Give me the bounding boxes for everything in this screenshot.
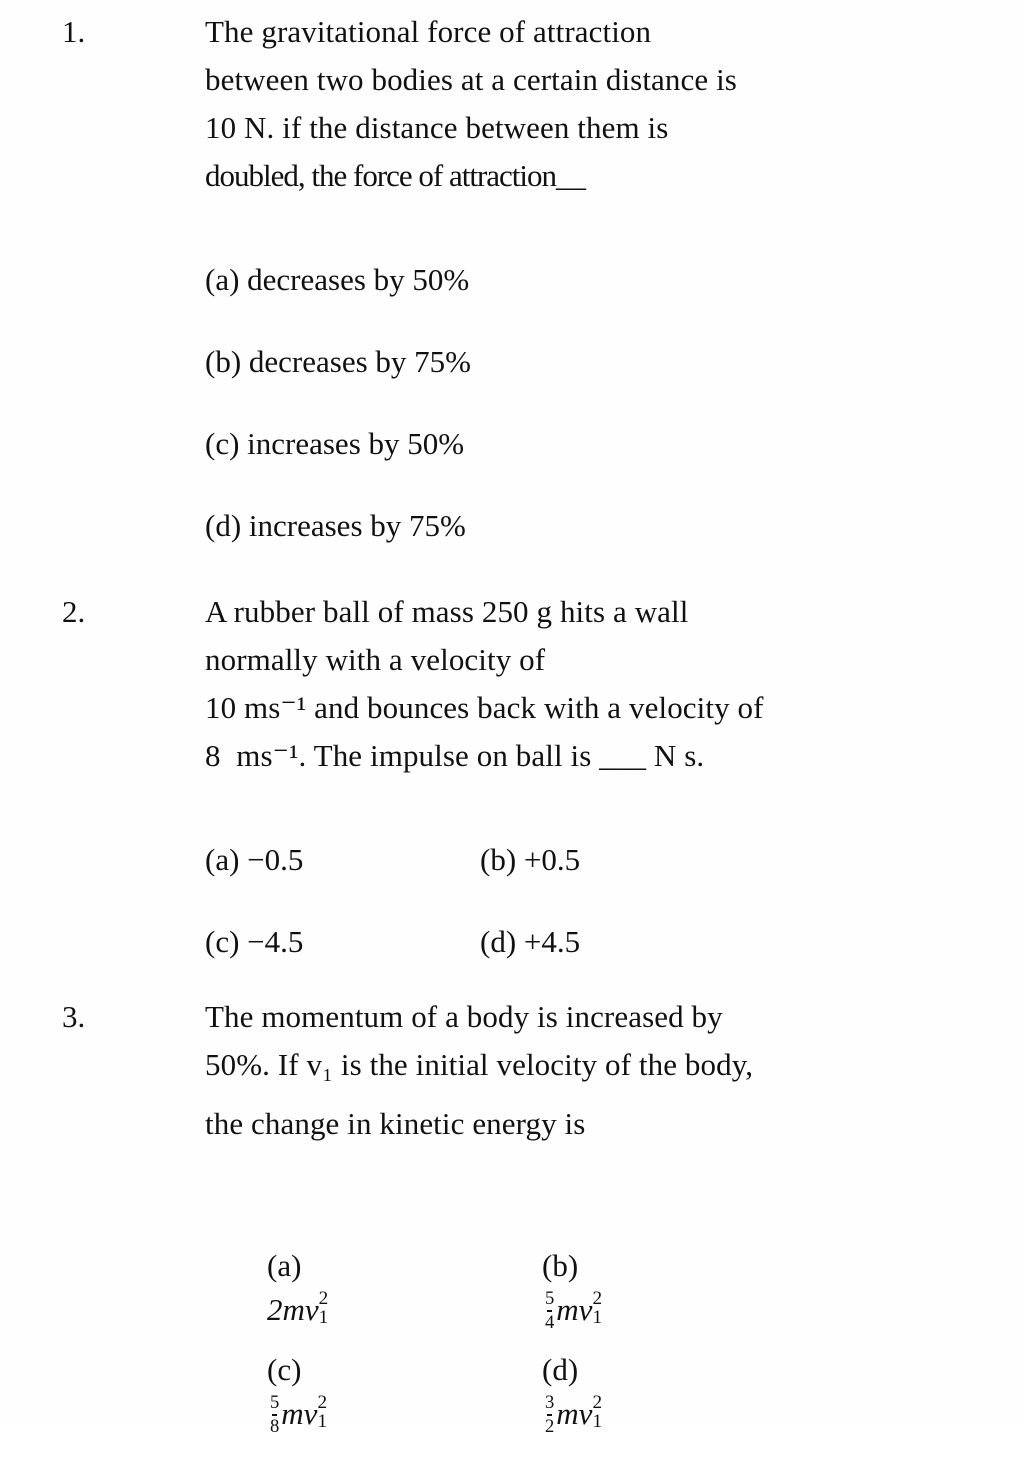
option-3b-expression: $\frac{5}{4}$ mv 2 1: [542, 1292, 612, 1327]
option-3b-label: (b): [542, 1248, 579, 1283]
option-3c[interactable]: [205, 1304, 337, 1480]
option-3d[interactable]: [480, 1304, 612, 1480]
option-row: [205, 920, 985, 1002]
option-2c-label: (c): [205, 924, 240, 959]
option-2c-text: −4.5: [247, 924, 304, 959]
question-3-stem-line: The momentum of a body is increased by: [205, 999, 723, 1034]
option-1b[interactable]: [205, 340, 471, 384]
fraction-5-8: $\frac{5}{8}$: [270, 1392, 280, 1437]
option-1c-label: (c): [205, 426, 240, 461]
option-row: [205, 838, 985, 920]
fraction-5-4: $\frac{5}{4}$: [545, 1288, 555, 1333]
question-2-number: 2.: [62, 594, 86, 629]
option-2b-text: +0.5: [523, 842, 581, 877]
question-3-stem-line: 50%. If v₁ is the initial velocity of the body,: [205, 1047, 754, 1082]
option-row: [205, 1304, 985, 1437]
option-2c[interactable]: [205, 920, 303, 964]
option-1c[interactable]: [205, 422, 464, 466]
option-row: [205, 422, 985, 504]
option-3c-expression: $\frac{5}{8}$ mv 2 1: [267, 1396, 337, 1431]
fraction-3-2: $\frac{3}{2}$: [545, 1392, 555, 1437]
option-2b[interactable]: [480, 838, 580, 882]
option-1d[interactable]: [205, 504, 466, 548]
question-3-stem: [205, 993, 1005, 1159]
option-1d-text: increases by 75%: [248, 508, 466, 543]
option-row: [205, 1200, 985, 1333]
option-row: [205, 258, 985, 340]
question-1-stem: [205, 8, 1005, 200]
question-1-stem-line: doubled, the force of attraction__: [205, 158, 586, 193]
option-3a-expression: 2mv 2 1: [267, 1292, 338, 1327]
question-3-number: 3.: [62, 999, 86, 1034]
option-1a[interactable]: [205, 258, 469, 302]
option-3d-expression: $\frac{3}{2}$ mv 2 1: [542, 1396, 612, 1431]
question-2-stem-line: 8 ms⁻¹. The impulse on ball is ___ N s.: [205, 738, 705, 773]
v-sub-sup-indices: 2 1: [592, 1288, 603, 1328]
option-1c-text: increases by 50%: [247, 426, 465, 461]
option-2d-label: (d): [480, 924, 517, 959]
option-2a-label: (a): [205, 842, 240, 877]
question-2-stem: [205, 588, 1005, 780]
question-2-stem-line: 10 ms⁻¹ and bounces back with a velocity of: [205, 690, 764, 725]
option-1a-text: decreases by 50%: [247, 262, 470, 297]
option-3c-label: (c): [267, 1352, 302, 1387]
option-1b-text: decreases by 75%: [248, 344, 471, 379]
option-1d-label: (d): [205, 508, 242, 543]
option-2d-text: +4.5: [523, 924, 581, 959]
question-1-stem-line: between two bodies at a certain distance is: [205, 62, 737, 97]
option-row: [205, 340, 985, 422]
question-1-stem-line: The gravitational force of attraction: [205, 14, 652, 49]
option-3d-label: (d): [542, 1352, 579, 1387]
option-2d[interactable]: [480, 920, 580, 964]
option-3a-label: (a): [267, 1248, 302, 1283]
question-2-stem-line: normally with a velocity of: [205, 642, 546, 677]
question-1-number: 1.: [62, 14, 86, 49]
v-sub-sup-indices: 2 1: [318, 1288, 329, 1328]
question-3-options: [205, 1200, 985, 1437]
option-2b-label: (b): [480, 842, 517, 877]
option-row: [205, 504, 985, 586]
option-3a-coefficient: 2: [267, 1292, 283, 1327]
v-sub-sup-indices: 2 1: [317, 1392, 328, 1432]
question-1-options: [205, 258, 985, 586]
option-1b-label: (b): [205, 344, 242, 379]
option-2a-text: −0.5: [247, 842, 304, 877]
question-2-options: [205, 838, 985, 1002]
option-2a[interactable]: [205, 838, 303, 882]
question-3-stem-line: the change in kinetic energy is: [205, 1106, 586, 1141]
option-1a-label: (a): [205, 262, 240, 297]
question-1-stem-line: 10 N. if the distance between them is: [205, 110, 669, 145]
question-2-stem-line: A rubber ball of mass 250 g hits a wall: [205, 594, 689, 629]
v-sub-sup-indices: 2 1: [592, 1392, 603, 1432]
